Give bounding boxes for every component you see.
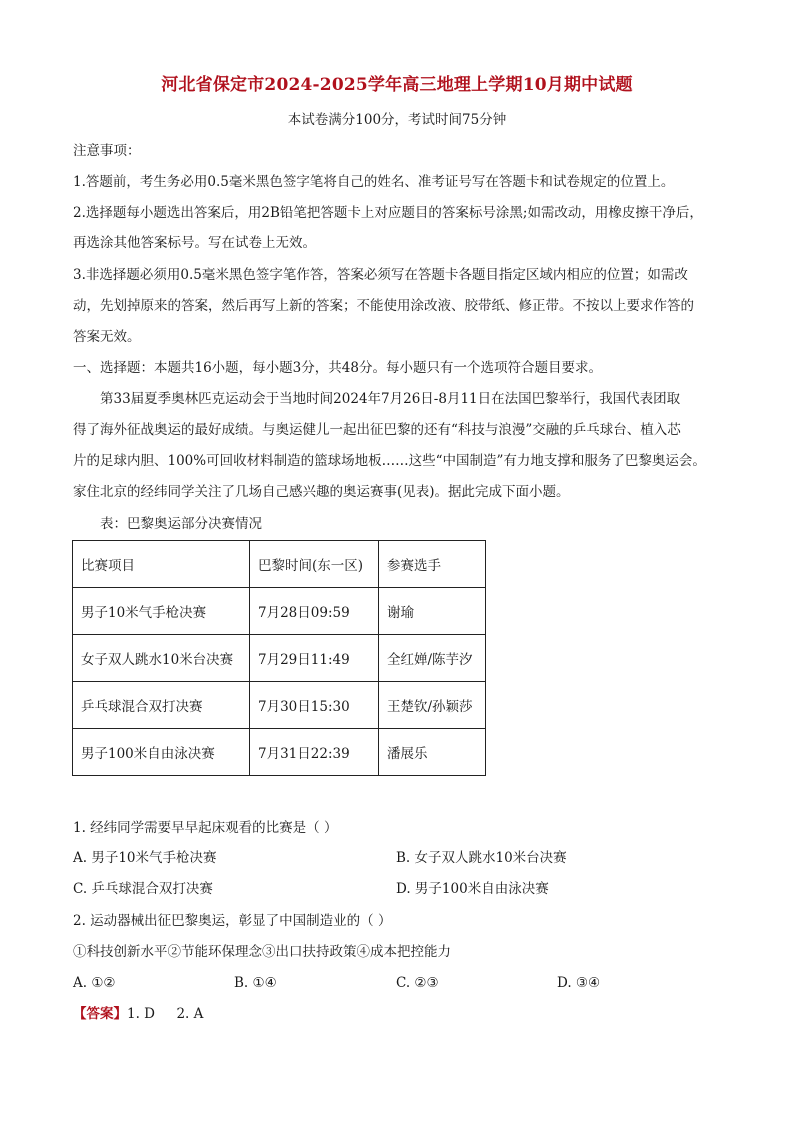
table-caption: 表：巴黎奥运部分决赛情况 — [100, 516, 262, 532]
question-1-option-d: D. 男子100米自由泳决赛 — [396, 881, 549, 897]
page-title: 河北省保定市2024-2025学年高三地理上学期10月期中试题 — [161, 75, 633, 95]
table-cell-event: 男子100米自由泳决赛 — [73, 729, 250, 776]
table-cell-time: 7月31日22:39 — [250, 729, 379, 776]
question-2-option-c: C. ②③ — [396, 975, 439, 991]
note-1: 1.答题前，考生务必用0.5毫米黑色签字笔将自己的姓名、准考证号写在答题卡和试卷规定的位置上。 — [73, 174, 675, 190]
events-table — [72, 540, 486, 776]
table-cell-time: 7月29日11:49 — [250, 635, 379, 682]
note-2-line-2: 再选涂其他答案标号。写在试卷上无效。 — [73, 235, 316, 251]
notes-heading: 注意事项： — [73, 143, 141, 159]
question-1-option-c: C. 乒乓球混合双打决赛 — [73, 881, 213, 897]
table-row — [73, 635, 486, 682]
table-cell-event: 女子双人跳水10米台决赛 — [73, 635, 250, 682]
table-cell-event: 乒乓球混合双打决赛 — [73, 682, 250, 729]
table-cell-athlete: 潘展乐 — [379, 729, 486, 776]
table-header-cell: 巴黎时间(东一区) — [250, 541, 379, 588]
table-cell-athlete: 谢瑜 — [379, 588, 486, 635]
note-3-line-3: 答案无效。 — [73, 329, 141, 345]
table-cell-time: 7月30日15:30 — [250, 682, 379, 729]
answer-label: 【答案】 — [73, 1006, 127, 1022]
passage-line-3: 片的足球内胆、100%可回收材料制造的篮球场地板……这些“中国制造”有力地支撑和服务了巴黎奥运会。 — [73, 453, 706, 469]
answer-line — [73, 1004, 203, 1024]
table-header-cell: 比赛项目 — [73, 541, 250, 588]
note-3-line-2: 动，先划掉原来的答案，然后再写上新的答案；不能使用涂改液、胶带纸、修正带。不按以上要求作答的 — [73, 298, 694, 314]
question-2-option-b: B. ①④ — [234, 975, 277, 991]
table-header-cell: 参赛选手 — [379, 541, 486, 588]
question-1-option-a: A. 男子10米气手枪决赛 — [73, 850, 217, 866]
table-cell-athlete: 王楚钦/孙颖莎 — [379, 682, 486, 729]
table-cell-athlete: 全红婵/陈芋汐 — [379, 635, 486, 682]
passage-line-1: 第33届夏季奥林匹克运动会于当地时间2024年7月26日-8月11日在法国巴黎举行，我国代表团取 — [100, 391, 681, 407]
passage-line-2: 得了海外征战奥运的最好成绩。与奥运健儿一起出征巴黎的还有“科技与浪漫”交融的乒乓球台、植入芯 — [73, 422, 681, 438]
exam-info: 本试卷满分100分，考试时间75分钟 — [287, 112, 507, 128]
question-2-stem: 2. 运动器械出征巴黎奥运，彰显了中国制造业的（ ） — [73, 913, 392, 929]
table-cell-time: 7月28日09:59 — [250, 588, 379, 635]
question-2-option-d: D. ③④ — [557, 975, 601, 991]
table-cell-event: 男子10米气手枪决赛 — [73, 588, 250, 635]
table-row — [73, 682, 486, 729]
table-header-row — [73, 541, 486, 588]
question-1-option-b: B. 女子双人跳水10米台决赛 — [396, 850, 567, 866]
question-2-option-a: A. ①② — [73, 975, 116, 991]
section-heading: 一、选择题：本题共16小题，每小题3分，共48分。每小题只有一个选项符合题目要求。 — [73, 360, 602, 376]
passage-line-4: 家住北京的经纬同学关注了几场自己感兴趣的奥运赛事(见表)。据此完成下面小题。 — [73, 484, 570, 500]
table-row — [73, 588, 486, 635]
note-3-line-1: 3.非选择题必须用0.5毫米黑色签字笔作答，答案必须写在答题卡各题目指定区域内相应的位置；如需改 — [73, 267, 688, 283]
question-1-stem: 1. 经纬同学需要早早起床观看的比赛是（ ） — [73, 820, 338, 836]
note-2-line-1: 2.选择题每小题选出答案后，用2B铅笔把答题卡上对应题目的答案标号涂黑;如需改动，用橡皮擦干净后， — [73, 205, 703, 221]
answer-text: 1. D 2. A — [127, 1006, 204, 1022]
question-2-items: ①科技创新水平②节能环保理念③出口扶持政策④成本把控能力 — [73, 944, 451, 960]
table-row — [73, 729, 486, 776]
